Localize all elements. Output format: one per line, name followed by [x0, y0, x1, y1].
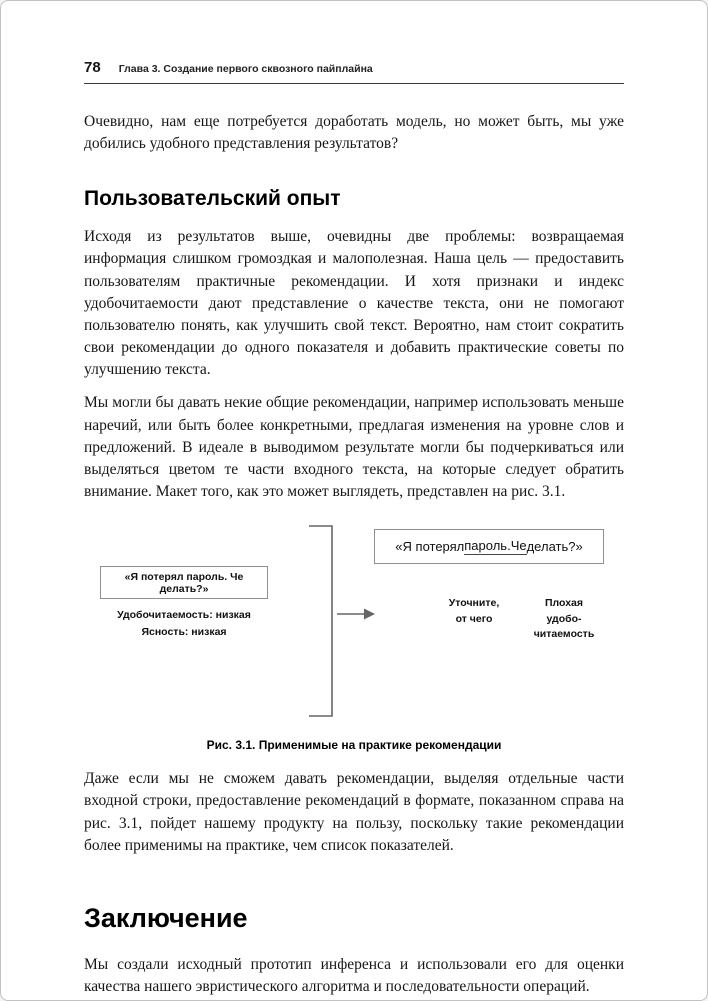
running-title: Глава 3. Создание первого сквозного пайплайна [118, 63, 373, 75]
paragraph-problems: Исходя из результатов выше, очевидны две проблемы: возвращаемая информация слишком громоздкая и малополезная. Наша цель — предоставить пользователям практичные рекомендации. И хотя признаки и индекс удобочитаемости дают представление о качестве текста, они не помогают пользователю понять, как улучшить свой текст. Вероятно, нам стоит сократить свои рекомендации до одного показателя и добавить практические советы по улучшению текста. [84, 228, 624, 379]
right-text-part1: «Я потерял [395, 539, 465, 555]
paragraph-figure-discussion: Даже если мы не сможем давать рекомендации, выделяя отдельные части входной строки, предоставление рекомендаций в формате, показанном справа на рис. 3.1, пойдет нашему продукту на пользу, поскольку такие рекомендации более применимы на практике, чем список показателей. [84, 770, 624, 854]
figure-3-1 [84, 519, 624, 752]
grouping-bracket [309, 526, 332, 716]
annotation-readability-line1: Плохая [544, 597, 584, 610]
right-text-part3: делать?» [526, 539, 583, 555]
figure-caption-text: Применимые на практике рекомендации [255, 738, 502, 753]
metric-readability: Удобочитаемость: низкая [117, 609, 251, 622]
annotation-clarify-line2: от чего [455, 612, 493, 625]
section-heading-user-experience: Пользовательский опыт [84, 187, 341, 211]
arrow-head-icon [364, 609, 375, 620]
paragraph-intro: Очевидно, нам еще потребуется доработать модель, но может быть, мы уже добились удобного представления результатов? [84, 113, 624, 153]
header-rule [84, 83, 624, 84]
figure-left-metrics [90, 607, 278, 641]
figure-caption [84, 738, 624, 752]
metric-clarity: Ясность: низкая [141, 626, 227, 639]
figure-left-textbox: «Я потерял пароль. Че делать?» [100, 566, 268, 599]
annotation-readability-line2: удобо- [546, 612, 582, 625]
section-heading-conclusion: Заключение [84, 902, 248, 933]
right-text-underlined-password: пароль. [464, 538, 511, 554]
right-text-underlined-che: Че [510, 538, 527, 554]
figure-annotation-clarify [436, 596, 512, 627]
paragraph-recommendations: Мы могли бы давать некие общие рекомендации, например использовать меньше наречий, или быть более конкретными, предлагая изменения на уровне слов и предложений. В идеале в выводимом результате могли бы подчеркиваться или выделяться цветом те части входного текста, на которые следует обратить внимание. Макет того, как это может выглядеть, представлен на рис. 3.1. [84, 394, 624, 501]
figure-right-textbox [374, 529, 604, 564]
figure-canvas [84, 519, 624, 724]
figure-caption-label: Рис. 3.1. [206, 738, 256, 753]
figure-annotation-readability [522, 596, 606, 643]
annotation-readability-line3: читаемость [533, 628, 595, 641]
page-header [84, 59, 624, 76]
page-number: 78 [84, 59, 101, 76]
paragraph-conclusion: Мы создали исходный прототип инференса и использовали его для оценки качества нашего эвристического алгоритма и последовательности операций. [84, 955, 624, 995]
annotation-clarify-line1: Уточните, [448, 597, 500, 610]
